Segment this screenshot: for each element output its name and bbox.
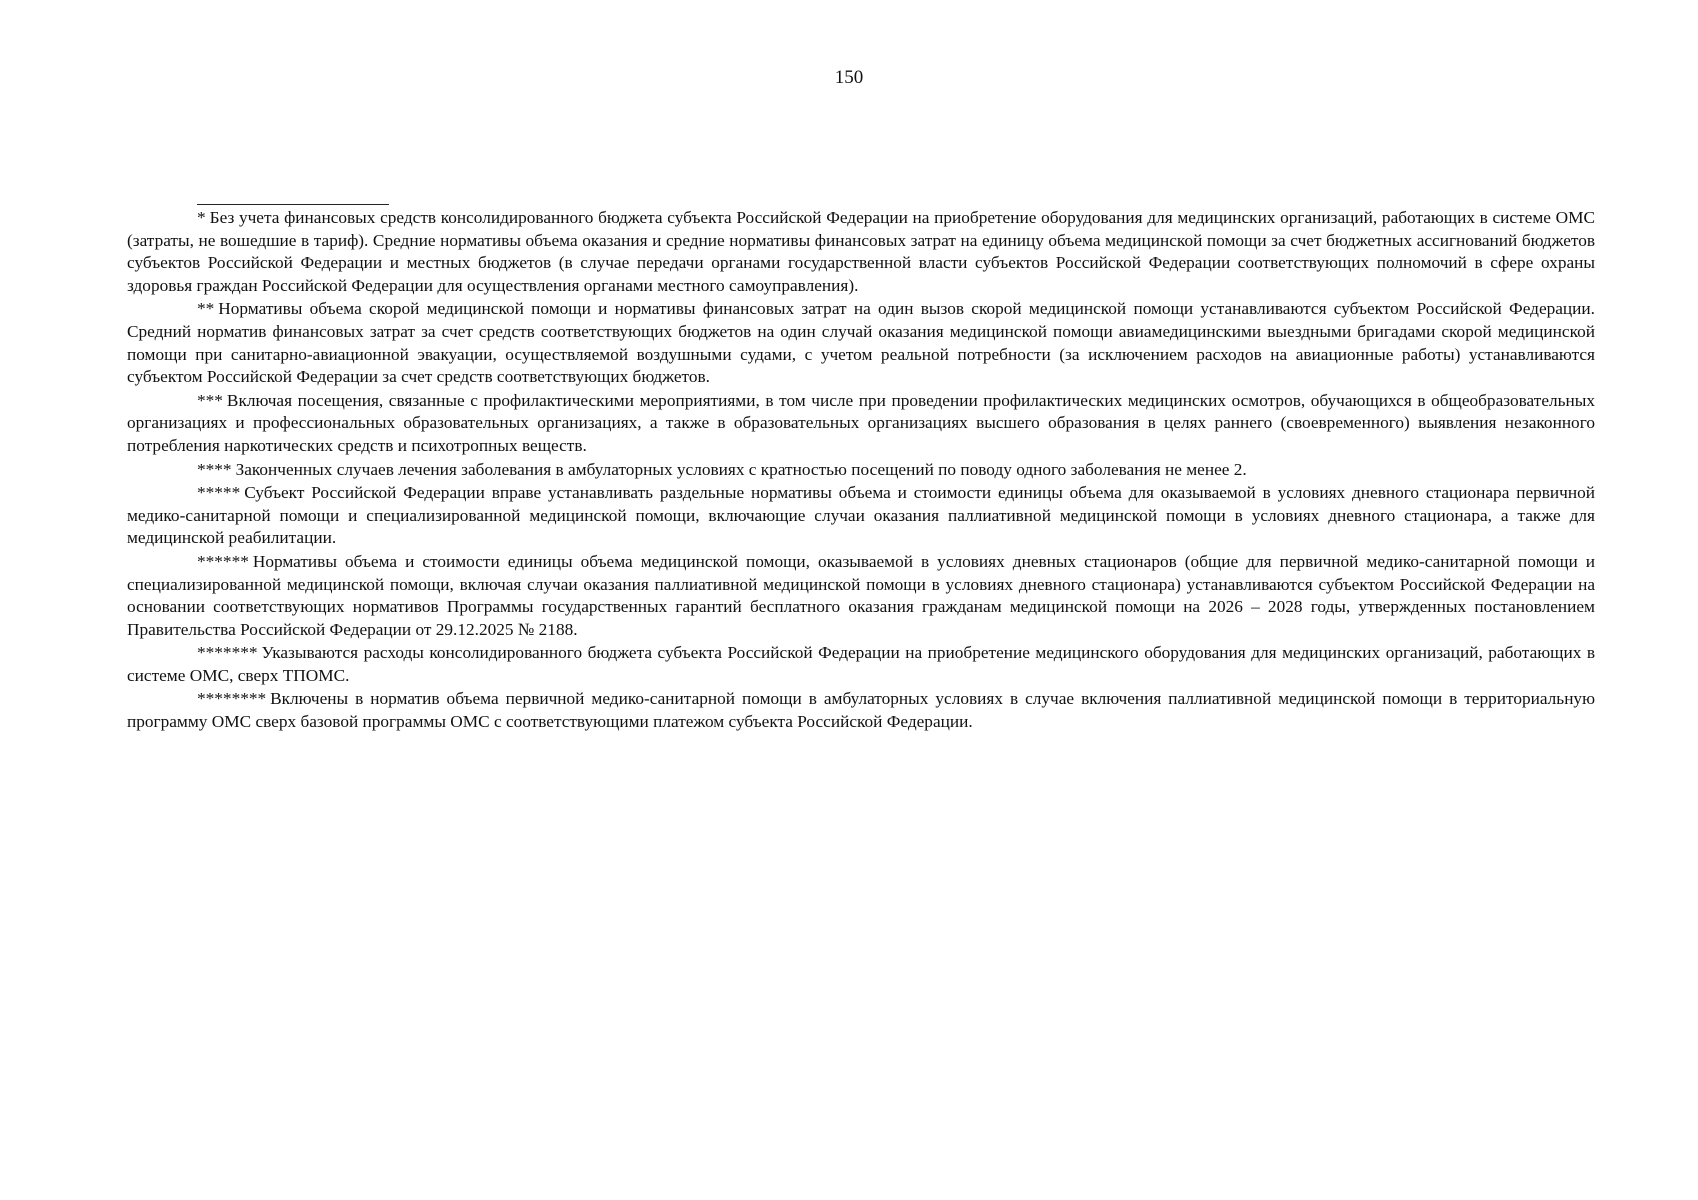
footnote-2 (127, 298, 1595, 388)
footnote-separator (197, 204, 389, 205)
footnotes-section (127, 204, 1595, 735)
footnote-marker: ** (197, 299, 215, 319)
footnote-marker: *** (197, 390, 223, 410)
footnote-text: Включены в норматив объема первичной медико-санитарной помощи в амбулаторных условиях в случае включения паллиативной медицинской помощи в территориальную программу ОМС сверх базовой программы ОМС с соответствующими платежом субъекта Российской Федерации. (127, 689, 1595, 732)
footnote-text: Без учета финансовых средств консолидированного бюджета субъекта Российской Федерации на приобретение оборудования для медицинских организаций, работающих в системе ОМС (затраты, не вошедшие в тариф). Средние нормативы объема оказания и средние нормативы финансовых затрат на единицу объема медицинской помощи за счет бюджетных ассигнований бюджетов субъектов Российской Федерации и местных бюджетов (в случае передачи органами государственной власти субъектов Российской Федерации соответствующих полномочий в сфере охраны здоровья граждан Российской Федерации для осуществления органами местного самоуправления). (127, 208, 1595, 295)
footnote-5 (127, 482, 1595, 550)
footnote-marker: **** (197, 459, 232, 479)
page-number: 150 (834, 67, 864, 88)
footnote-text: Нормативы объема и стоимости единицы объема медицинской помощи, оказываемой в условиях дневных стационаров (общие для первичной медико-санитарной помощи и специализированной медицинской помощи, включая случаи оказания паллиативной медицинской помощи в условиях дневного стационара) устанавливаются субъектом Российской Федерации на основании соответствующих нормативов Программы государственных гарантий бесплатного оказания гражданам медицинской помощи на 2026 – 2028 годы, утвержденных постановлением Правительства Российской Федерации от 29.12.2025 № 2188. (127, 551, 1595, 639)
footnote-marker: ***** (197, 483, 241, 503)
footnote-7 (127, 642, 1595, 687)
footnote-6 (127, 551, 1595, 641)
footnote-text: Включая посещения, связанные с профилактическими мероприятиями, в том числе при проведении профилактических медицинских осмотров, обучающихся в общеобразовательных организациях и профессиональных образовательных организациях, а также в образовательных организациях высшего образования в целях раннего (своевременного) выявления незаконного потребления наркотических средств и психотропных веществ. (127, 390, 1595, 455)
footnote-text: Субъект Российской Федерации вправе устанавливать раздельные нормативы объема и стоимости единицы объема для оказываемой в условиях дневного стационара первичной медико-санитарной помощи и специализированной медицинской помощи, включающие случаи оказания паллиативной медицинской помощи в условиях дневного стационара, а также для медицинской реабилитации. (127, 483, 1595, 548)
footnote-marker: ****** (197, 551, 249, 571)
footnote-3 (127, 390, 1595, 458)
footnote-marker: ******* (197, 643, 258, 663)
footnote-text: Нормативы объема скорой медицинской помощи и нормативы финансовых затрат на один вызов скорой медицинской помощи устанавливаются субъектом Российской Федерации. Средний норматив финансовых затрат за счет средств соответствующих бюджетов на один случай оказания медицинской помощи авиамедицинскими выездными бригадами скорой медицинской помощи при санитарно-авиационной эвакуации, осуществляемой воздушными судами, с учетом реальной потребности (за исключением расходов на авиационные работы) устанавливаются субъектом Российской Федерации за счет средств соответствующих бюджетов. (127, 299, 1595, 387)
footnote-4 (127, 459, 1595, 482)
footnote-text: Законченных случаев лечения заболевания в амбулаторных условиях с кратностью посещений по поводу одного заболевания не менее 2. (235, 459, 1247, 479)
footnote-marker: * (197, 208, 206, 227)
footnote-marker: ******** (197, 689, 267, 709)
footnote-text: Указываются расходы консолидированного бюджета субъекта Российской Федерации на приобретение медицинского оборудования для медицинских организаций, работающих в системе ОМС, сверх ТПОМС. (127, 643, 1595, 685)
footnote-1 (127, 207, 1595, 297)
footnote-8 (127, 688, 1595, 733)
